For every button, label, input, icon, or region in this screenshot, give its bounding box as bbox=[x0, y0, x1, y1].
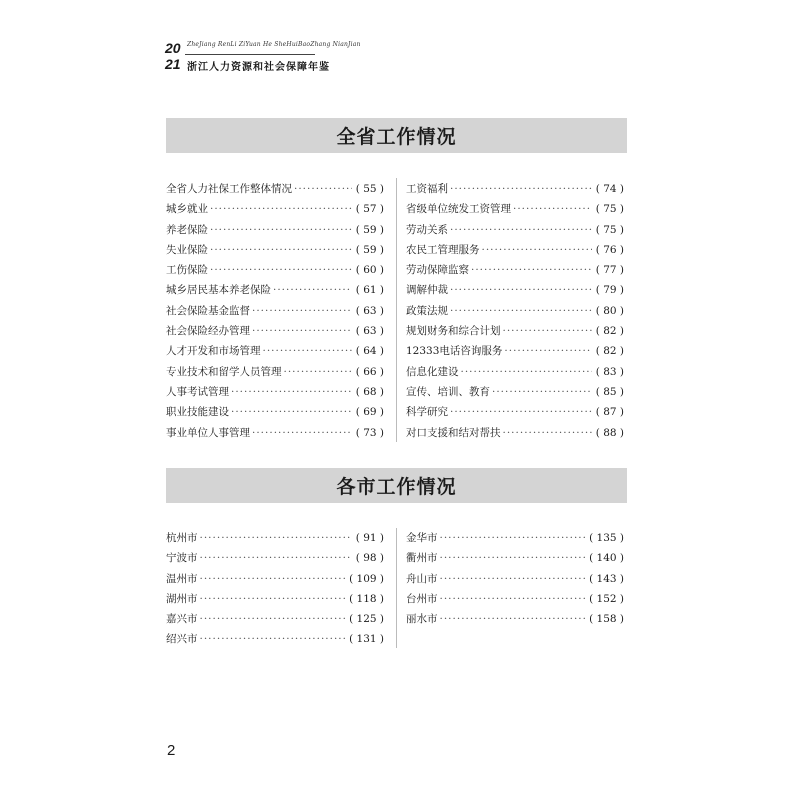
toc-entry[interactable] bbox=[166, 201, 384, 221]
toc-entry[interactable] bbox=[166, 364, 384, 384]
toc-entry[interactable] bbox=[406, 384, 624, 404]
toc-entry[interactable] bbox=[406, 262, 624, 282]
toc-entry-page: ( 57 ) bbox=[355, 203, 384, 216]
dot-leader bbox=[284, 366, 353, 378]
toc-entry-label: 规划财务和综合计划 bbox=[406, 325, 501, 338]
toc-entry-label: 丽水市 bbox=[406, 613, 438, 626]
toc-entry[interactable] bbox=[166, 181, 384, 201]
toc-entry[interactable] bbox=[406, 530, 624, 550]
toc-entry-page: ( 125 ) bbox=[349, 613, 384, 626]
toc-entry[interactable] bbox=[166, 550, 384, 570]
toc-entry-page: ( 82 ) bbox=[595, 345, 624, 358]
dot-leader bbox=[503, 325, 593, 337]
toc-entry-page: ( 55 ) bbox=[355, 183, 384, 195]
toc-entry-label: 宁波市 bbox=[166, 552, 198, 565]
toc-entry[interactable] bbox=[406, 611, 624, 631]
yearbook-title: 浙江人力资源和社会保障年鉴 bbox=[187, 62, 330, 73]
toc-entry[interactable] bbox=[166, 530, 384, 550]
toc-entry[interactable] bbox=[166, 425, 384, 445]
dot-leader bbox=[231, 386, 352, 398]
toc-entry-label: 金华市 bbox=[406, 532, 438, 544]
dot-leader bbox=[200, 532, 353, 544]
toc-entry[interactable] bbox=[406, 303, 624, 323]
toc-entry-label: 工伤保险 bbox=[166, 264, 208, 277]
toc-entry-label: 专业技术和留学人员管理 bbox=[166, 365, 282, 378]
toc-entry[interactable] bbox=[406, 222, 624, 242]
toc-entry[interactable] bbox=[406, 323, 624, 343]
toc-column-province-right bbox=[406, 181, 624, 445]
dot-leader bbox=[440, 532, 588, 544]
toc-entry-label: 人事考试管理 bbox=[166, 385, 229, 398]
toc-entry[interactable] bbox=[166, 611, 384, 631]
toc-entry-page: ( 59 ) bbox=[355, 223, 384, 236]
toc-entry-page: ( 60 ) bbox=[355, 264, 384, 277]
toc-entry-page: ( 135 ) bbox=[589, 532, 624, 544]
toc-entry-page: ( 83 ) bbox=[595, 365, 624, 378]
dot-leader bbox=[471, 264, 592, 276]
pinyin-title: ZheJiang RenLi ZiYuan He SheHuiBaoZhang NianJian bbox=[187, 41, 361, 48]
dot-leader bbox=[252, 427, 352, 439]
toc-entry-page: ( 109 ) bbox=[349, 572, 384, 585]
toc-entry[interactable] bbox=[166, 262, 384, 282]
toc-entry[interactable] bbox=[406, 282, 624, 302]
toc-entry[interactable] bbox=[406, 591, 624, 611]
toc-entry-label: 农民工管理服务 bbox=[406, 243, 480, 256]
toc-entry-page: ( 66 ) bbox=[355, 365, 384, 378]
toc-entry[interactable] bbox=[406, 571, 624, 591]
toc-entry-page: ( 75 ) bbox=[595, 203, 624, 216]
toc-entry-label: 嘉兴市 bbox=[166, 613, 198, 626]
toc-entry-page: ( 68 ) bbox=[355, 385, 384, 398]
toc-entry-label: 城乡居民基本养老保险 bbox=[166, 284, 271, 297]
toc-entry[interactable] bbox=[166, 591, 384, 611]
toc-entry-page: ( 87 ) bbox=[595, 406, 624, 419]
toc-entry[interactable] bbox=[406, 343, 624, 363]
toc-entry-label: 杭州市 bbox=[166, 532, 198, 544]
toc-entry[interactable] bbox=[166, 571, 384, 591]
dot-leader bbox=[273, 284, 352, 296]
toc-entry[interactable] bbox=[166, 242, 384, 262]
dot-leader bbox=[263, 345, 353, 357]
toc-entry-page: ( 82 ) bbox=[595, 325, 624, 338]
toc-entry-label: 湖州市 bbox=[166, 592, 198, 605]
year-top: 20 bbox=[165, 40, 181, 56]
dot-leader bbox=[513, 203, 592, 215]
toc-entry[interactable] bbox=[406, 242, 624, 262]
dot-leader bbox=[440, 613, 588, 625]
toc-entry-label: 台州市 bbox=[406, 592, 438, 605]
toc-entry-label: 养老保险 bbox=[166, 223, 208, 236]
toc-entry[interactable] bbox=[406, 364, 624, 384]
toc-entry[interactable] bbox=[406, 201, 624, 221]
dot-leader bbox=[504, 345, 592, 357]
toc-entry-label: 宣传、培训、教育 bbox=[406, 385, 490, 398]
toc-entry-label: 绍兴市 bbox=[166, 633, 198, 646]
dot-leader bbox=[503, 427, 593, 439]
dot-leader bbox=[200, 573, 348, 585]
dot-leader bbox=[210, 203, 352, 215]
year-bottom: 21 bbox=[165, 56, 181, 72]
toc-entry[interactable] bbox=[166, 323, 384, 343]
toc-entry-page: ( 59 ) bbox=[355, 243, 384, 256]
toc-entry[interactable] bbox=[166, 384, 384, 404]
toc-entry-label: 省级单位统发工资管理 bbox=[406, 203, 511, 216]
toc-entry-label: 人才开发和市场管理 bbox=[166, 345, 261, 358]
toc-entry-label: 事业单位人事管理 bbox=[166, 426, 250, 439]
toc-column-cities-right bbox=[406, 530, 624, 631]
dot-leader bbox=[492, 386, 592, 398]
section-banner-cities: 各市工作情况 bbox=[166, 468, 627, 503]
dot-leader bbox=[200, 593, 348, 605]
dot-leader bbox=[440, 593, 588, 605]
toc-entry-page: ( 61 ) bbox=[355, 284, 384, 297]
dot-leader bbox=[450, 284, 592, 296]
toc-entry-page: ( 88 ) bbox=[595, 426, 624, 439]
toc-entry-page: ( 73 ) bbox=[355, 426, 384, 439]
toc-entry-label: 劳动保障监察 bbox=[406, 264, 469, 277]
toc-entry-page: ( 69 ) bbox=[355, 406, 384, 419]
toc-entry-page: ( 77 ) bbox=[595, 264, 624, 277]
toc-entry-label: 工资福利 bbox=[406, 183, 448, 195]
toc-entry-label: 政策法规 bbox=[406, 304, 448, 317]
toc-entry-label: 科学研究 bbox=[406, 406, 448, 419]
toc-entry[interactable] bbox=[166, 282, 384, 302]
toc-entry-page: ( 63 ) bbox=[355, 304, 384, 317]
dot-leader bbox=[231, 406, 352, 418]
toc-entry-page: ( 64 ) bbox=[355, 345, 384, 358]
toc-entry-page: ( 131 ) bbox=[349, 633, 384, 646]
page-number: 2 bbox=[167, 742, 176, 759]
toc-entry[interactable] bbox=[166, 631, 384, 651]
dot-leader bbox=[252, 325, 352, 337]
toc-entry-page: ( 91 ) bbox=[355, 532, 384, 544]
dot-leader bbox=[450, 224, 592, 236]
toc-entry-page: ( 79 ) bbox=[595, 284, 624, 297]
toc-entry[interactable] bbox=[166, 303, 384, 323]
toc-entry-page: ( 118 ) bbox=[349, 592, 384, 605]
toc-entry-label: 城乡就业 bbox=[166, 203, 208, 216]
dot-leader bbox=[210, 264, 352, 276]
toc-entry-label: 12333电话咨询服务 bbox=[406, 345, 503, 358]
toc-entry-label: 调解仲裁 bbox=[406, 284, 448, 297]
toc-entry-page: ( 143 ) bbox=[589, 572, 624, 585]
dot-leader bbox=[450, 305, 592, 317]
toc-entry[interactable] bbox=[166, 343, 384, 363]
section-banner-province: 全省工作情况 bbox=[166, 118, 627, 153]
dot-leader bbox=[461, 366, 593, 378]
toc-entry-label: 衢州市 bbox=[406, 552, 438, 565]
toc-entry-label: 全省人力社保工作整体情况 bbox=[166, 183, 292, 195]
toc-entry-page: ( 74 ) bbox=[595, 183, 624, 195]
dot-leader bbox=[252, 305, 352, 317]
toc-column-cities-left bbox=[166, 530, 384, 652]
toc-column-province-left bbox=[166, 181, 384, 445]
column-divider bbox=[396, 528, 397, 648]
toc-entry[interactable] bbox=[406, 404, 624, 424]
dot-leader bbox=[440, 573, 588, 585]
toc-entry[interactable] bbox=[166, 222, 384, 242]
dot-leader bbox=[440, 552, 588, 564]
toc-entry-page: ( 98 ) bbox=[355, 552, 384, 565]
toc-entry[interactable] bbox=[166, 404, 384, 424]
header-divider bbox=[185, 54, 315, 55]
dot-leader bbox=[210, 224, 352, 236]
toc-entry-label: 信息化建设 bbox=[406, 365, 459, 378]
dot-leader bbox=[450, 406, 592, 418]
toc-entry-label: 社会保险基金监督 bbox=[166, 304, 250, 317]
toc-entry-label: 社会保险经办管理 bbox=[166, 325, 250, 338]
toc-entry-page: ( 75 ) bbox=[595, 223, 624, 236]
toc-entry-label: 劳动关系 bbox=[406, 223, 448, 236]
dot-leader bbox=[200, 633, 348, 645]
dot-leader bbox=[200, 613, 348, 625]
toc-entry-page: ( 140 ) bbox=[589, 552, 624, 565]
toc-entry-label: 对口支援和结对帮扶 bbox=[406, 426, 501, 439]
toc-entry-label: 舟山市 bbox=[406, 572, 438, 585]
dot-leader bbox=[210, 244, 352, 256]
dot-leader bbox=[450, 183, 592, 195]
toc-entry-page: ( 80 ) bbox=[595, 304, 624, 317]
toc-entry-page: ( 152 ) bbox=[589, 592, 624, 605]
toc-entry-page: ( 63 ) bbox=[355, 325, 384, 338]
dot-leader bbox=[482, 244, 593, 256]
toc-entry-page: ( 158 ) bbox=[589, 613, 624, 626]
toc-entry[interactable] bbox=[406, 425, 624, 445]
dot-leader bbox=[200, 552, 353, 564]
toc-entry[interactable] bbox=[406, 181, 624, 201]
toc-entry-label: 温州市 bbox=[166, 572, 198, 585]
toc-entry-label: 职业技能建设 bbox=[166, 406, 229, 419]
toc-entry-page: ( 76 ) bbox=[595, 243, 624, 256]
column-divider bbox=[396, 178, 397, 442]
toc-entry-page: ( 85 ) bbox=[595, 385, 624, 398]
toc-entry[interactable] bbox=[406, 550, 624, 570]
dot-leader bbox=[294, 183, 352, 195]
toc-entry-label: 失业保险 bbox=[166, 243, 208, 256]
